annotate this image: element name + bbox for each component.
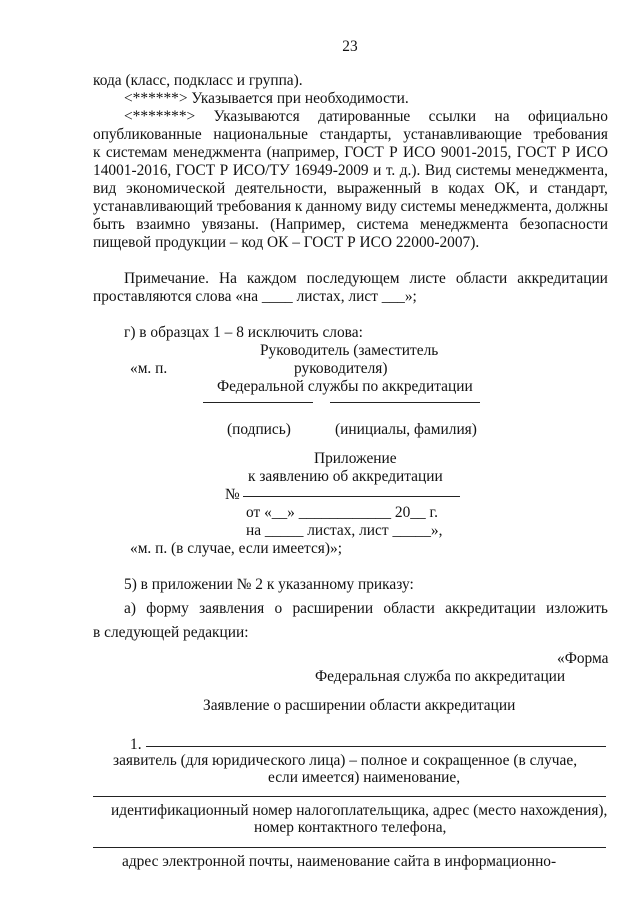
text-line: <******> Указывается при необходимости.	[124, 90, 409, 107]
text-line	[124, 108, 608, 126]
initials-caption: (инициалы, фамилия)	[335, 421, 477, 438]
text-line: пищевой продукции – код ОК – ГОСТ Р ИСО 22000-2007).	[93, 234, 480, 251]
word: в	[431, 180, 439, 197]
word: менеджмента	[172, 144, 262, 161]
text-line	[93, 198, 608, 216]
text-line	[93, 180, 608, 198]
number-line	[243, 496, 460, 497]
page-number: 23	[342, 38, 358, 55]
word: изложить	[546, 600, 608, 617]
word: виду	[365, 198, 397, 215]
word: расширении	[292, 600, 374, 617]
word: (Например,	[270, 216, 346, 233]
word: Р	[561, 144, 571, 161]
note-line: проставляются слова «на ____ листах, лист ___»;	[93, 288, 417, 305]
signature-caption: (подпись)	[227, 421, 291, 438]
word: и	[529, 180, 538, 197]
word: 9001-2015,	[440, 144, 512, 161]
appendix-subtitle: к заявлению об аккредитации	[248, 468, 443, 485]
word: устанавливающий	[93, 198, 214, 215]
word: области	[455, 270, 508, 287]
text-line	[93, 144, 608, 162]
word: каждом	[246, 270, 297, 287]
word: национальные	[213, 126, 308, 143]
word: а)	[124, 600, 136, 617]
text-line: кода (класс, подкласс и группа).	[93, 72, 303, 89]
word: к	[294, 198, 303, 215]
seal-mark-2: «м. п. (в случае, если имеется)»;	[130, 540, 342, 557]
word: экономической	[126, 180, 226, 197]
item-g: г) в образцах 1 – 8 исключить слова:	[124, 324, 363, 341]
word: система	[356, 216, 409, 233]
text-line	[93, 216, 608, 234]
text-line	[93, 126, 608, 144]
number-sign: №	[225, 486, 240, 503]
word: о	[274, 600, 283, 617]
signature-line	[203, 402, 313, 403]
word: быть	[93, 216, 125, 233]
word: устанавливающие	[403, 126, 522, 143]
form-agency: Федеральная служба по аккредитации	[315, 668, 566, 685]
word: стандарт,	[547, 180, 608, 197]
word: листе	[409, 270, 446, 287]
word: стандарты,	[319, 126, 392, 143]
word: взаимно	[136, 216, 191, 233]
word: вид	[93, 180, 117, 197]
word: Примечание.	[124, 270, 209, 287]
field-caption-2a: идентификационный номер налогоплательщика, адрес (место нахождения),	[111, 802, 608, 819]
word: <*******>	[124, 108, 196, 125]
word: опубликованные	[93, 126, 202, 143]
word: 14001-2016,	[93, 162, 172, 179]
word: кодах	[448, 180, 485, 197]
word: системы	[400, 198, 457, 215]
word: официально	[527, 108, 608, 125]
word: и	[373, 162, 382, 179]
word: датированные	[318, 108, 411, 125]
word: системам	[105, 144, 168, 161]
word: требования	[533, 126, 608, 143]
word: выраженный	[336, 180, 422, 197]
word: ИСО	[403, 144, 436, 161]
initials-line	[330, 402, 480, 403]
word: ИСО/ТУ	[232, 162, 290, 179]
field-caption-1b: если имеется) наименование,	[268, 769, 461, 786]
word: Указываются	[213, 108, 300, 125]
word: Вид	[424, 162, 452, 179]
word: заявления	[199, 600, 265, 617]
word: требования	[216, 198, 292, 215]
word: безопасности	[519, 216, 608, 233]
word: менеджмента	[419, 216, 509, 233]
word: ссылки	[428, 108, 477, 125]
block-head-1: Руководитель (заместитель	[260, 342, 439, 359]
word: менеджмента,	[515, 162, 608, 179]
field-line-2	[93, 796, 606, 797]
word: т.	[385, 162, 396, 179]
word: увязаны.	[201, 216, 259, 233]
word: форму	[146, 600, 189, 617]
text-line	[93, 162, 608, 180]
field-caption-3a: адрес электронной почты, наименование сайта в информационно-	[122, 853, 557, 870]
field-line-1	[146, 746, 606, 747]
word: деятельности,	[235, 180, 327, 197]
note-line	[124, 270, 608, 288]
word: аккредитации	[445, 600, 536, 617]
word: д.).	[399, 162, 421, 179]
word: на	[494, 108, 510, 125]
word: (например,	[266, 144, 339, 161]
word: должны	[555, 198, 608, 215]
word: На	[218, 270, 237, 287]
date-line: от «__» ____________ 20__ г.	[246, 504, 438, 521]
field-line-3	[93, 847, 606, 848]
word: 16949-2009	[294, 162, 369, 179]
form-title: Заявление о расширении области аккредитации	[203, 697, 516, 714]
word: ИСО	[575, 144, 608, 161]
item-5: 5) в приложении № 2 к указанному приказу:	[124, 576, 414, 593]
word: Р	[389, 144, 398, 161]
word: ГОСТ	[516, 144, 557, 161]
form-label: «Форма	[557, 650, 609, 667]
field-number-1: 1.	[130, 736, 142, 753]
item-a-line: в следующей редакции:	[93, 624, 249, 641]
word: ГОСТ	[175, 162, 216, 179]
word: ОК,	[494, 180, 520, 197]
word: области	[383, 600, 435, 617]
item-a-line	[124, 600, 608, 618]
word: Р	[219, 162, 229, 179]
appendix-title: Приложение	[314, 450, 397, 467]
word: последующем	[306, 270, 400, 287]
seal-mark: «м. п.	[130, 360, 168, 377]
word: аккредитации	[517, 270, 608, 287]
word: данному	[306, 198, 363, 215]
word: к	[93, 144, 101, 161]
word: менеджмента,	[459, 198, 553, 215]
block-head-3: Федеральной службы по аккредитации	[217, 378, 473, 395]
field-caption-2b: номер контактного телефона,	[254, 819, 447, 836]
sheets-line: на _____ листах, лист _____»,	[246, 522, 443, 539]
block-head-2: руководителя)	[294, 360, 388, 377]
field-caption-1a: заявитель (для юридического лица) – полное и сокращенное (в случае,	[113, 752, 578, 769]
word: ГОСТ	[344, 144, 384, 161]
word: системы	[455, 162, 512, 179]
